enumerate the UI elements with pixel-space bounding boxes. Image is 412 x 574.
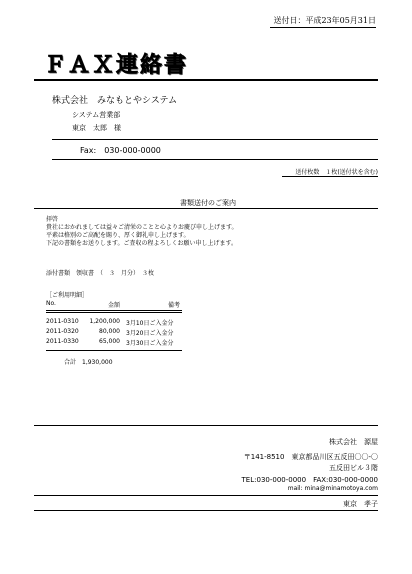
col-no: No. <box>46 300 56 307</box>
greeting: 拝啓 <box>46 216 59 223</box>
recipient-fax: Fax: 030-000-0000 <box>80 146 161 155</box>
usage-table-body <box>46 318 186 348</box>
recipient-person: 東京 太郎 様 <box>72 124 121 132</box>
sender-address-1: 〒141-8510 東京都品川区五反田〇〇-〇 <box>243 453 378 461</box>
row-amount: 80,000 <box>99 328 120 335</box>
recipient-company: 株式会社 みなもとやシステム <box>52 96 178 106</box>
sender-tel-fax: TEL:030-000-0000 FAX:030-000-0000 <box>241 476 378 484</box>
page-title: ＦＡＸ連絡書 <box>44 53 189 78</box>
recipient-department: システム営業部 <box>72 111 121 119</box>
row-note: 3月30日ご入金分 <box>126 340 174 347</box>
sender-address-2: 五反田ビル３階 <box>329 464 378 472</box>
col-note: 備考 <box>168 302 181 309</box>
table-row <box>46 328 186 338</box>
sender-rule-top <box>34 425 378 426</box>
enclosure-line: 添付書類 領収書 （ ３ 月分） ３枚 <box>46 270 155 277</box>
body-line-3: 下記の書類をお送りします。ご査収の程よろしくお願い申し上げます。 <box>46 240 238 247</box>
row-amount: 1,200,000 <box>89 318 120 325</box>
sender-company: 株式会社 源屋 <box>329 438 378 446</box>
table-rule-bottom <box>46 350 182 351</box>
col-amount: 金額 <box>108 302 121 309</box>
fax-rule <box>52 159 378 160</box>
row-note: 3月20日ご入金分 <box>126 330 174 337</box>
sender-rule-mid <box>34 495 378 496</box>
row-no: 2011-0310 <box>46 318 79 325</box>
row-no: 2011-0320 <box>46 328 79 335</box>
page-count-underline <box>282 176 378 177</box>
sender-rule-bottom <box>34 510 378 511</box>
table-rule-top-2 <box>46 312 182 313</box>
title-rule <box>34 79 378 81</box>
body-line-1: 貴社におかれましては益々ご清栄のことと心よりお慶び申し上げます。 <box>46 224 238 231</box>
body-line-2: 平素は格別のご高配を賜り、厚く御礼申し上げます。 <box>46 232 190 239</box>
table-row <box>46 338 186 348</box>
section-title: 書類送付のご案内 <box>180 199 236 207</box>
date-underline <box>270 27 376 28</box>
row-no: 2011-0330 <box>46 338 79 345</box>
usage-heading: ［ご利用明細］ <box>46 292 89 299</box>
table-rule-top-1 <box>46 310 182 311</box>
sender-mail: mail: mina@minamotoya.com <box>287 485 378 492</box>
row-amount: 65,000 <box>99 338 120 345</box>
recipient-rule <box>52 139 378 140</box>
section-rule <box>34 208 378 209</box>
usage-total: 合計 1,930,000 <box>64 359 113 366</box>
row-note: 3月10日ご入金分 <box>126 320 174 327</box>
page-count: 送付枚数 １枚(送付状を含む) <box>295 169 378 176</box>
table-row <box>46 318 186 328</box>
send-date: 送付日：平成23年05月31日 <box>273 16 376 25</box>
sender-person: 東京 孝子 <box>343 500 378 508</box>
